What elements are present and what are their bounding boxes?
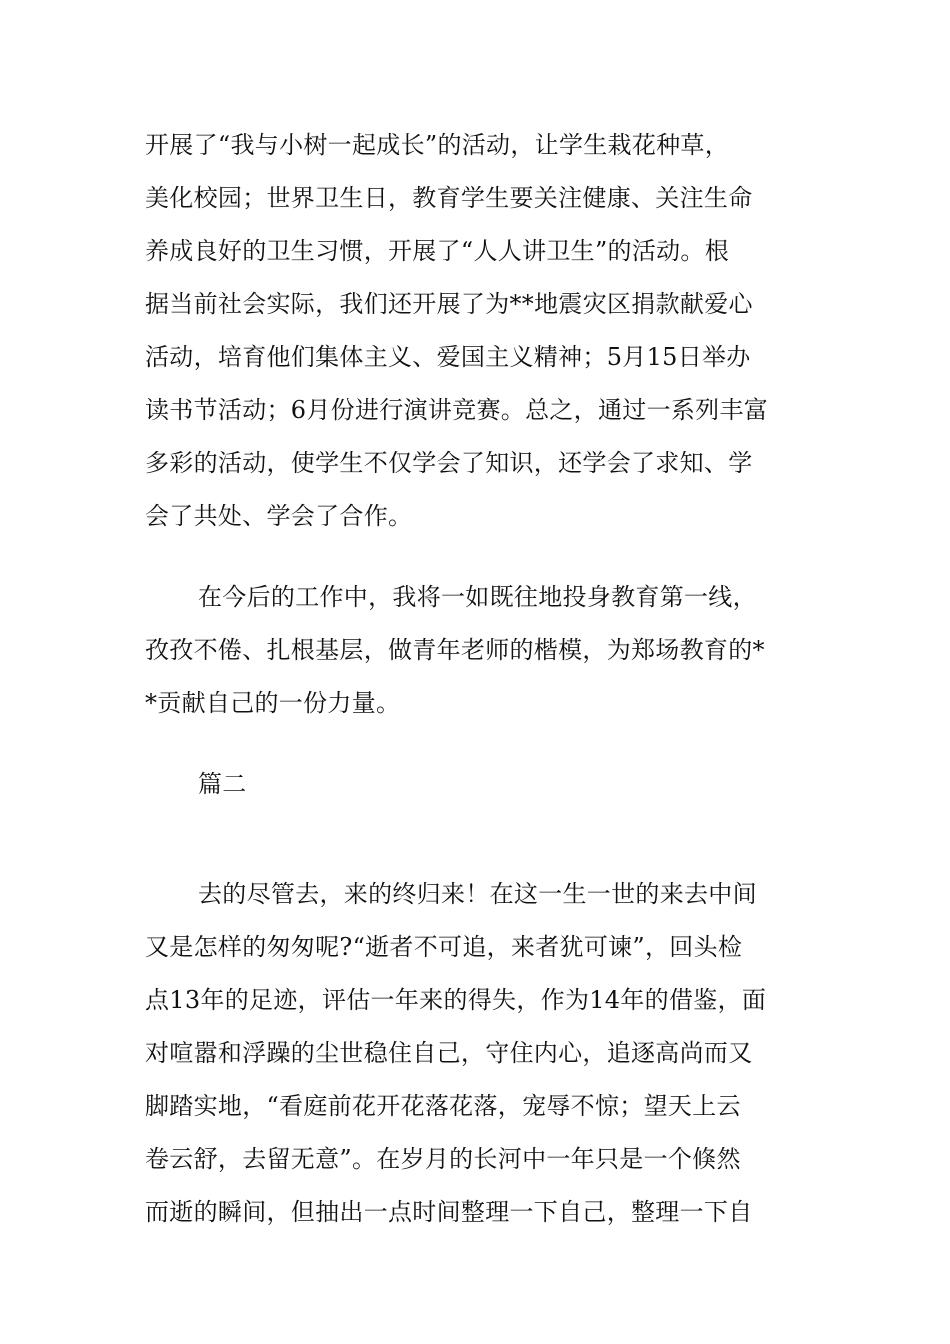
text-line: 活动，培育他们集体主义、爱国主义精神；5月15日举办 [145, 343, 751, 371]
text-line: 而逝的瞬间，但抽出一点时间整理一下自己，整理一下自 [145, 1198, 753, 1226]
text-line: 孜孜不倦、扎根基层，做青年老师的楷模，为郑场教育的* [145, 636, 765, 664]
text-line: 对喧嚣和浮躁的尘世稳住自己，守住内心，追逐高尚而又 [145, 1039, 753, 1067]
text-line: 点13年的足迹，评估一年来的得失，作为14年的借鉴，面 [145, 986, 767, 1014]
paragraph-first-line: 在今后的工作中，我将一如既往地投身教育第一线， [198, 583, 757, 611]
text-line: 多彩的活动，使学生不仅学会了知识，还学会了求知、学 [145, 449, 753, 477]
section-heading: 篇二 [198, 770, 247, 798]
text-line: 又是怎样的匆匆呢?“逝者不可追，来者犹可谏”，回头检 [145, 933, 743, 961]
text-line: 读书节活动；6月份进行演讲竞赛。总之，通过一系列丰富 [145, 396, 769, 424]
text-line: 开展了“我与小树一起成长”的活动，让学生栽花种草， [145, 131, 730, 159]
text-line: 卷云舒，去留无意”。在岁月的长河中一年只是一个倏然 [145, 1145, 741, 1173]
paragraph-first-line: 去的尽管去，来的终归来！在这一生一世的来去中间 [198, 880, 757, 908]
text-line: 养成良好的卫生习惯，开展了“人人讲卫生”的活动。根 [145, 237, 730, 265]
text-line: *贡献自己的一份力量。 [145, 689, 401, 717]
text-line: 会了共处、学会了合作。 [145, 502, 413, 530]
text-line: 据当前社会实际，我们还开展了为**地震灾区捐款献爱心 [145, 290, 753, 318]
text-line: 脚踏实地，“看庭前花开花落花落，宠辱不惊；望天上云 [145, 1092, 741, 1120]
text-line: 美化校园；世界卫生日，教育学生要关注健康、关注生命 [145, 184, 753, 212]
